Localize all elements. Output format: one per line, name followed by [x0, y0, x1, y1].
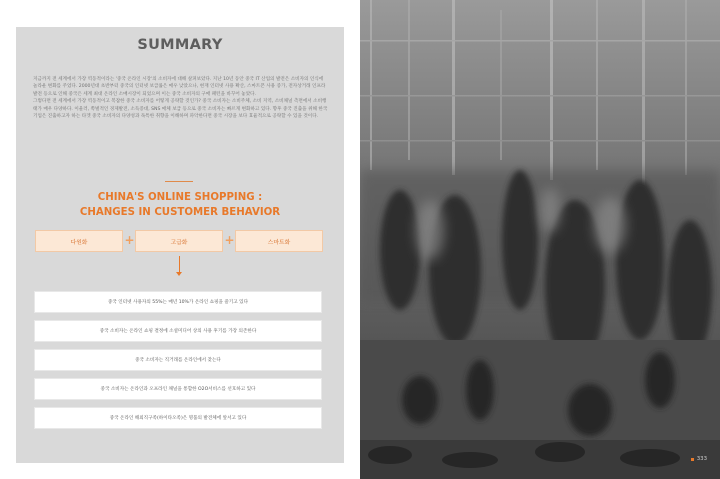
plus-icon: +: [224, 233, 235, 247]
trend-pill-diversification: 다원화: [35, 230, 123, 252]
summary-paragraph-2: 그렇다면 전 세계에서 가장 역동적이고 복잡한 중국 소비자를 어떻게 공략할 것인가? 중국 소비자는 소비주체, 소비 지역, 소비채널 측면에서 소비행태가 매우 다양하다. 이울러, 쪽벌적인 경제발전, 소득증대, SNS 매체 보급 등으로 중국 소비자는 빠르게 변화하고 있다. 향후 중국 진출을 위해 한국 기업은 진출하고자 하는 타겟 중국 소비자의 다양성과 독특한 취향을 이해하며 파악한다면 중국 시장을 보다 효율적으로 공략할 수 있을 것이다.: [33, 99, 328, 120]
summary-paragraph-1: 지금까지 전 세계에서 가장 역동적이라는 '중국 온라인 시장'의 소비자에 대해 살펴보았다. 지난 10년 동안 중국 IT 산업의 발전은 소비자의 인식에 놀라운 변화를 주었다. 2000년대 초반부터 중국의 인터넷 보급률은 매우 낮았으나, 현재 인터넷 사용 확산, 스마트폰 사용 증가, 전자상거래 인프라 발전 등으로 인해 중국은 세계 최대 온라인 소매시장이 되었으며 이는 중국 소비자의 구매 패턴을 바꾸어 놓았다.: [33, 77, 326, 97]
trend-pill-premium: 고급화: [135, 230, 223, 252]
finding-box: 중국 온라인 해외직구족(하이타오족)은 명품의 발견체에 앞서고 있다: [34, 407, 322, 429]
down-arrow-icon: [179, 256, 180, 273]
page-number: [691, 456, 707, 462]
summary-title: SUMMARY: [137, 37, 223, 53]
arrow-head-icon: [176, 272, 182, 276]
finding-box: 중국 소비자는 온라인 쇼핑 결정에 소셜미디어 상의 사용 후기를 가장 의존한다: [34, 320, 322, 342]
headline-line-2: CHANGES IN CUSTOMER BEHAVIOR: [79, 207, 281, 218]
summary-body: [33, 76, 329, 120]
summary-panel: [16, 27, 344, 463]
section-headline: [16, 190, 344, 220]
street-photo: [360, 0, 720, 479]
page-marker-icon: [691, 458, 694, 461]
trend-pill-smart: 스마트화: [235, 230, 323, 252]
plus-icon: +: [124, 233, 135, 247]
headline-line-1: CHINA'S ONLINE SHOPPING :: [97, 192, 263, 203]
finding-box: 중국 소비자는 온라인과 오프라인 채널을 통합한 O2O서비스를 선호하고 있다: [34, 378, 322, 400]
finding-box: 중국 인터넷 사용자의 55%는 매년 10%가 온라인 쇼핑을 즐기고 있다: [34, 291, 322, 313]
finding-box: 중국 소비자는 직거래를 온라인에서 찾는다: [34, 349, 322, 371]
page-number-label: 333: [696, 456, 707, 462]
blurred-pedestrians-image: [360, 0, 720, 479]
headline-divider: [165, 181, 193, 182]
